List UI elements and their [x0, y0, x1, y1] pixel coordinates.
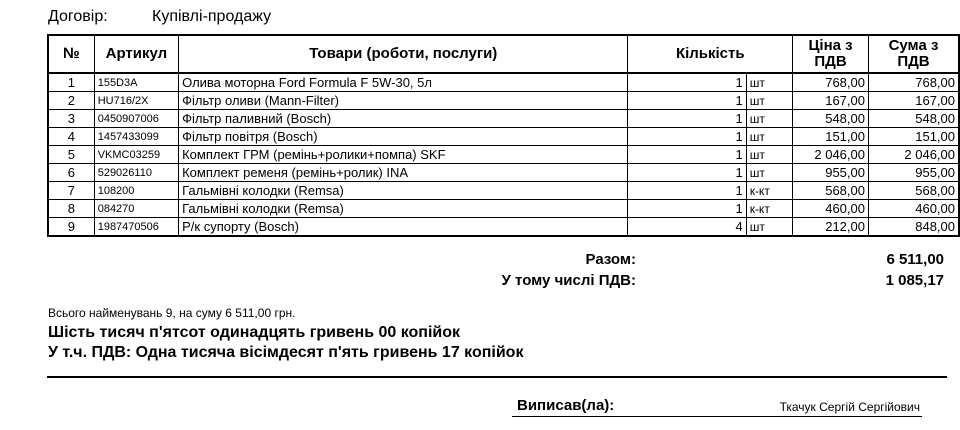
contract-value: Купівлі-продажу — [152, 8, 272, 25]
row-quantity: 1 — [628, 146, 746, 164]
row-article: 1457433099 — [94, 128, 178, 146]
row-sum: 768,00 — [868, 73, 959, 92]
row-unit: шт — [746, 146, 792, 164]
header-sum-line2: ПДВ — [897, 53, 930, 70]
row-unit: к-кт — [746, 182, 792, 200]
table-row — [48, 92, 959, 110]
row-article: VKMC03259 — [94, 146, 178, 164]
contract-line — [48, 8, 271, 26]
total-value: 6 511,00 — [886, 251, 944, 268]
row-quantity: 1 — [628, 200, 746, 218]
row-quantity: 1 — [628, 73, 746, 92]
row-price: 568,00 — [793, 182, 869, 200]
row-article: 529026110 — [94, 164, 178, 182]
row-article: 084270 — [94, 200, 178, 218]
divider-line — [47, 376, 947, 378]
contract-label: Договір: — [48, 8, 108, 25]
total-label: Разом: — [585, 251, 636, 268]
row-unit: шт — [746, 128, 792, 146]
row-goods-name: Р/к супорту (Bosch) — [179, 218, 628, 237]
row-quantity: 1 — [628, 110, 746, 128]
row-article: 1987470506 — [94, 218, 178, 237]
row-number: 4 — [48, 128, 94, 146]
row-quantity: 4 — [628, 218, 746, 237]
row-price: 212,00 — [793, 218, 869, 237]
row-goods-name: Фільтр повітря (Bosch) — [179, 128, 628, 146]
row-goods-name: Комплект ременя (ремінь+ролик) INA — [179, 164, 628, 182]
row-goods-name: Олива моторна Ford Formula F 5W-30, 5л — [179, 73, 628, 92]
row-article: 108200 — [94, 182, 178, 200]
row-quantity: 1 — [628, 182, 746, 200]
header-sum — [868, 35, 959, 73]
table-row — [48, 146, 959, 164]
row-goods-name: Фільтр оливи (Mann-Filter) — [179, 92, 628, 110]
row-unit: к-кт — [746, 200, 792, 218]
row-sum: 151,00 — [868, 128, 959, 146]
vat-in-words: У т.ч. ПДВ: Одна тисяча вісімдесят п'ять гривень 17 копійок — [48, 344, 524, 361]
table-row — [48, 110, 959, 128]
row-article: 155D3A — [94, 73, 178, 92]
row-goods-name: Фільтр паливний (Bosch) — [179, 110, 628, 128]
row-goods-name: Гальмівні колодки (Remsa) — [179, 182, 628, 200]
signer-name: Ткачук Сергій Сергійович — [779, 400, 920, 414]
row-sum: 548,00 — [868, 110, 959, 128]
row-number: 5 — [48, 146, 94, 164]
row-price: 151,00 — [793, 128, 869, 146]
header-price-line2: ПДВ — [814, 53, 847, 70]
row-number: 6 — [48, 164, 94, 182]
header-article: Артикул — [94, 35, 178, 73]
table-row — [48, 200, 959, 218]
row-goods-name: Гальмівні колодки (Remsa) — [179, 200, 628, 218]
row-sum: 460,00 — [868, 200, 959, 218]
row-price: 460,00 — [793, 200, 869, 218]
row-number: 7 — [48, 182, 94, 200]
table-row — [48, 164, 959, 182]
items-count-summary: Всього найменувань 9, на суму 6 511,00 грн. — [48, 306, 296, 320]
header-price — [793, 35, 869, 73]
items-table — [47, 34, 960, 237]
row-article: 0450907006 — [94, 110, 178, 128]
table-row — [48, 73, 959, 92]
row-quantity: 1 — [628, 92, 746, 110]
header-sum-line1: Сума з — [888, 37, 939, 54]
row-unit: шт — [746, 164, 792, 182]
row-sum: 848,00 — [868, 218, 959, 237]
row-sum: 568,00 — [868, 182, 959, 200]
row-price: 167,00 — [793, 92, 869, 110]
table-header-row — [48, 35, 959, 73]
vat-value: 1 085,17 — [885, 272, 944, 289]
row-goods-name: Комплект ГРМ (ремінь+ролики+помпа) SKF — [179, 146, 628, 164]
amount-in-words: Шість тисяч п'ятсот одинадцять гривень 00 копійок — [48, 324, 461, 341]
row-price: 2 046,00 — [793, 146, 869, 164]
row-unit: шт — [746, 218, 792, 237]
row-price: 768,00 — [793, 73, 869, 92]
row-unit: шт — [746, 110, 792, 128]
row-number: 1 — [48, 73, 94, 92]
row-number: 8 — [48, 200, 94, 218]
signature-line — [512, 416, 922, 417]
row-price: 548,00 — [793, 110, 869, 128]
row-unit: шт — [746, 92, 792, 110]
row-unit: шт — [746, 73, 792, 92]
header-goods: Товари (роботи, послуги) — [179, 35, 628, 73]
row-number: 3 — [48, 110, 94, 128]
row-number: 2 — [48, 92, 94, 110]
row-sum: 2 046,00 — [868, 146, 959, 164]
vat-label: У тому числі ПДВ: — [501, 272, 636, 289]
row-quantity: 1 — [628, 164, 746, 182]
header-number: № — [48, 35, 94, 73]
header-quantity: Кількість — [628, 35, 793, 73]
table-row — [48, 218, 959, 237]
signature-label: Виписав(ла): — [517, 397, 615, 414]
row-quantity: 1 — [628, 128, 746, 146]
table-row — [48, 182, 959, 200]
row-sum: 167,00 — [868, 92, 959, 110]
row-article: HU716/2X — [94, 92, 178, 110]
header-price-line1: Ціна з — [808, 37, 853, 54]
row-sum: 955,00 — [868, 164, 959, 182]
row-number: 9 — [48, 218, 94, 237]
row-price: 955,00 — [793, 164, 869, 182]
table-row — [48, 128, 959, 146]
